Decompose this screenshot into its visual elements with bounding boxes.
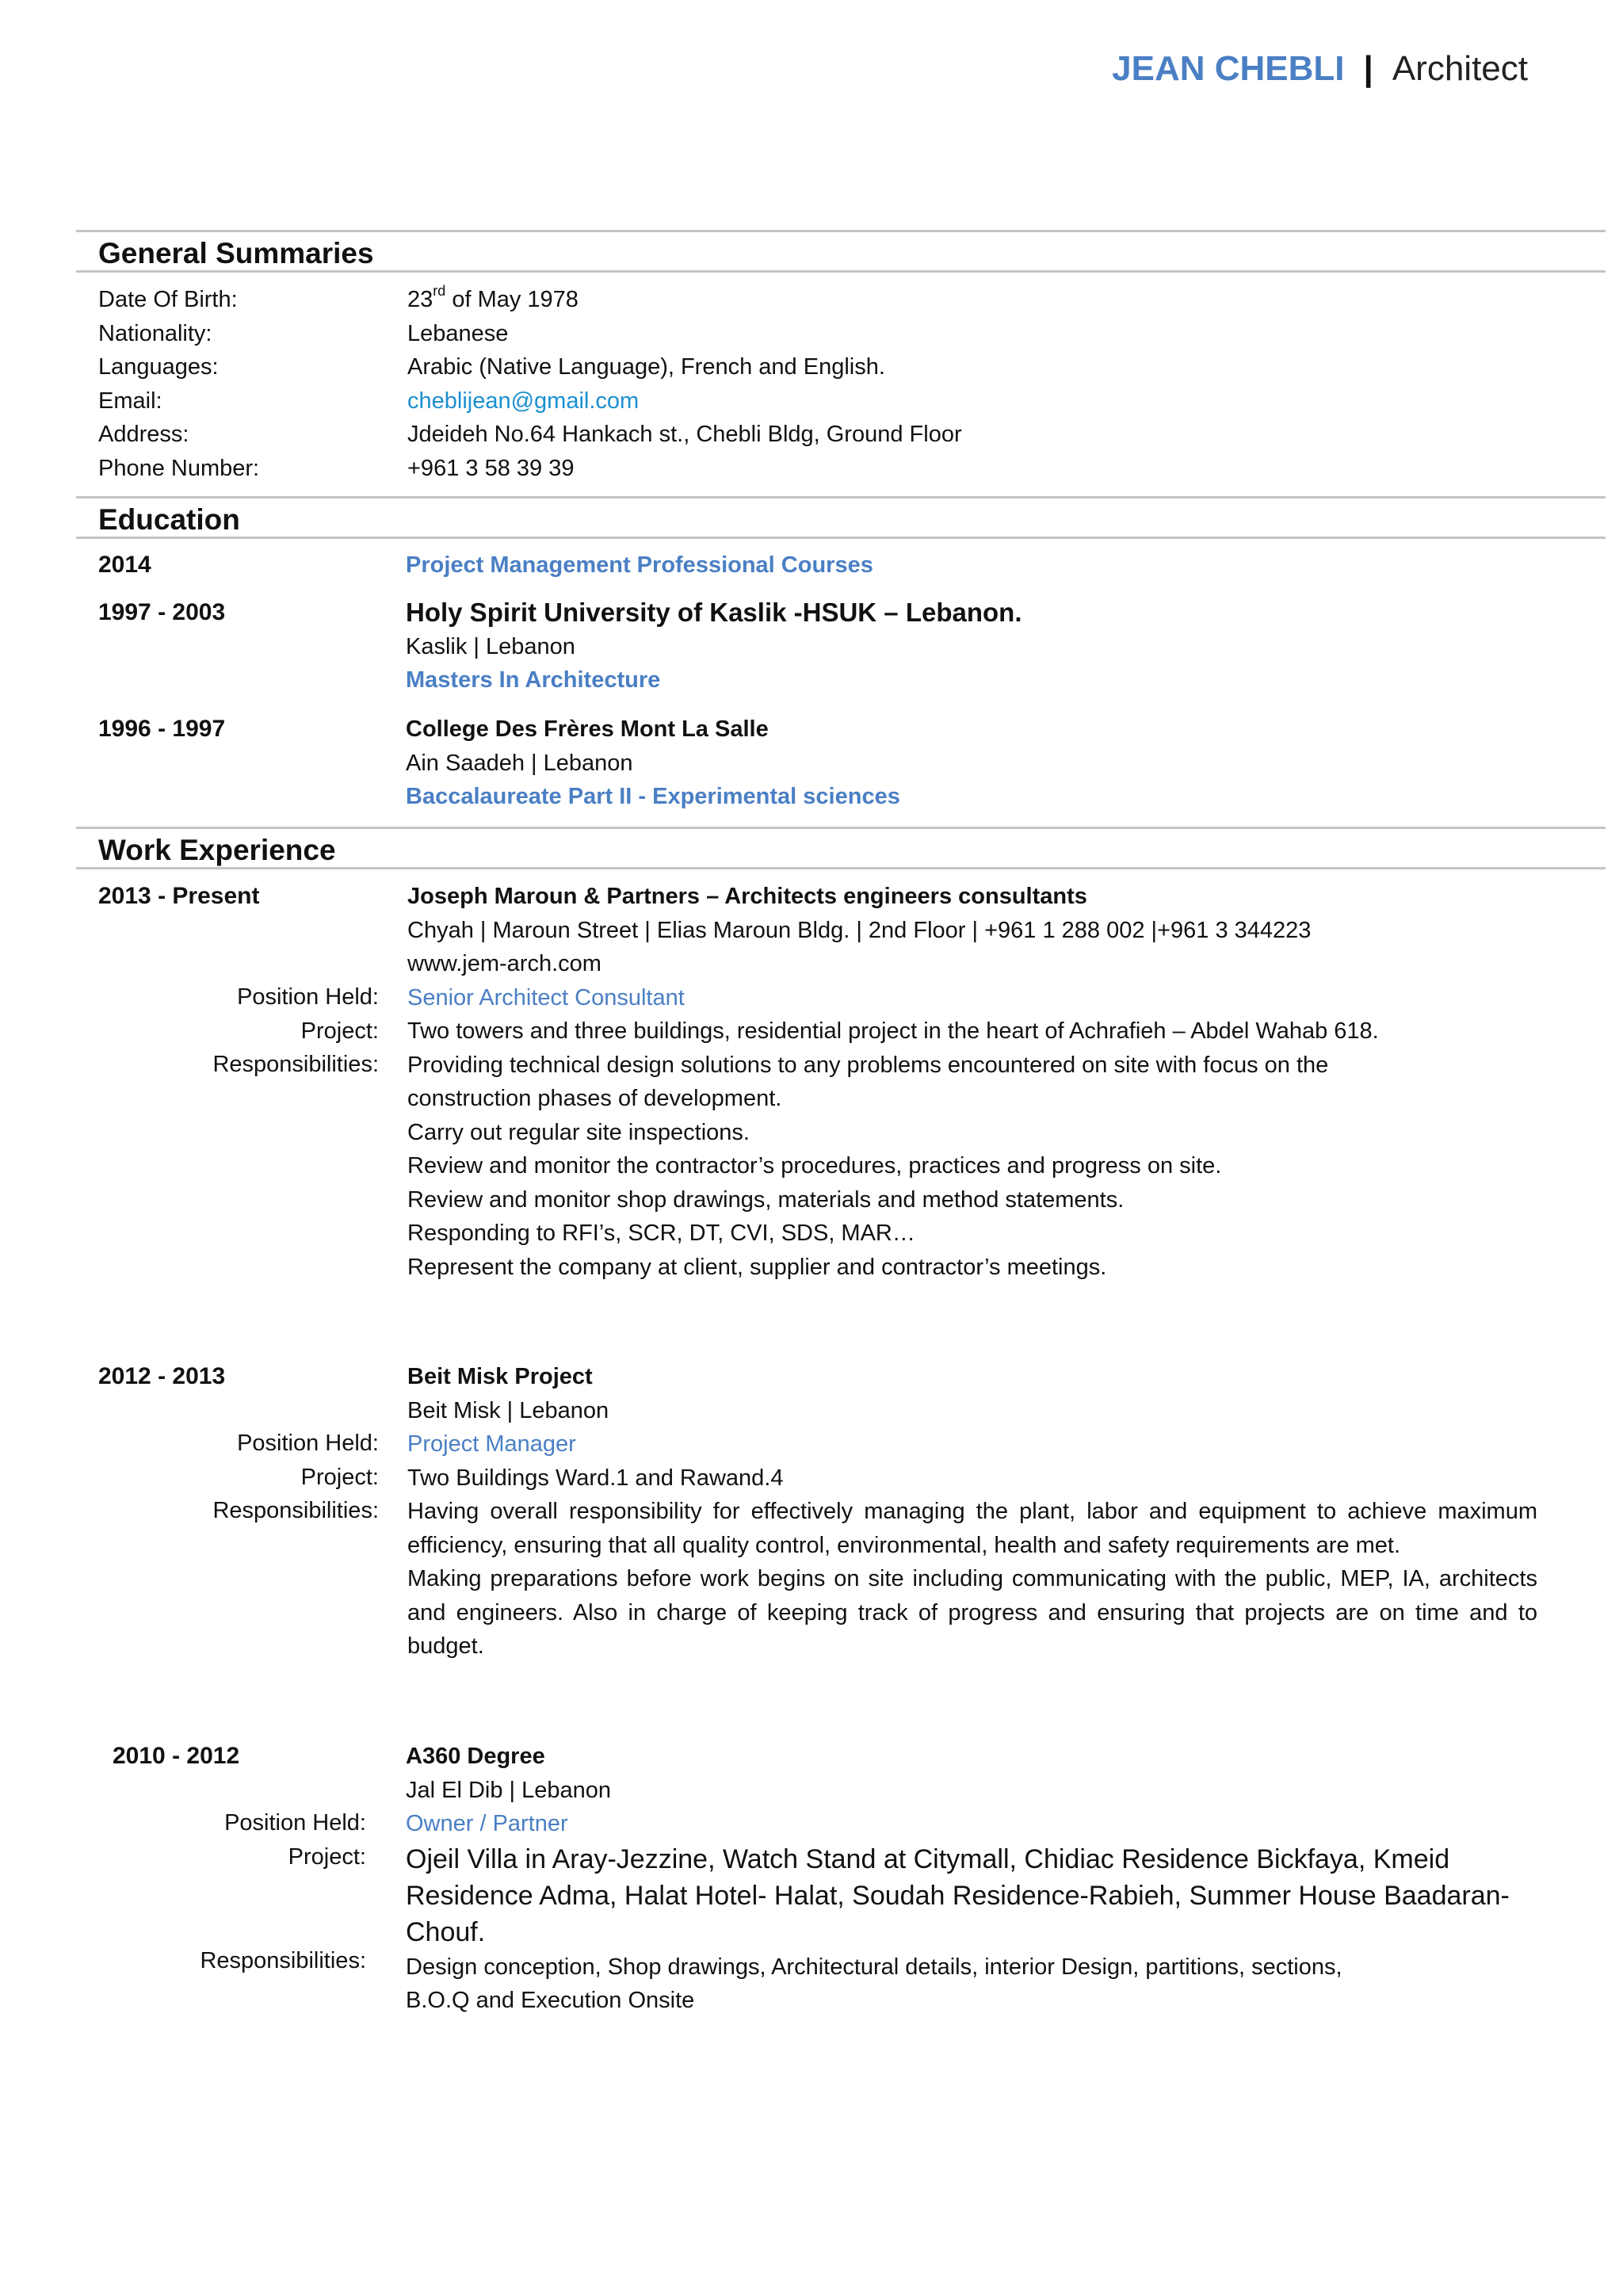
- job-entry: [407, 1360, 1537, 1664]
- job-labels: [143, 980, 379, 1082]
- candidate-name: JEAN CHEBLI: [1112, 49, 1345, 88]
- summary-label: Phone Number:: [98, 455, 260, 481]
- job-labels: [143, 1427, 379, 1528]
- company-location: Jal El Dib | Lebanon: [406, 1777, 612, 1803]
- school-name: Holy Spirit University of Kaslik -HSUK – Lebanon.: [406, 598, 1022, 627]
- job-date: 2010 - 2012: [113, 1743, 240, 1769]
- responsibility-line: construction phases of development.: [407, 1086, 782, 1111]
- summary-label: Date Of Birth:: [98, 287, 238, 312]
- summary-label: Nationality:: [98, 320, 212, 346]
- job-labels: [127, 1944, 366, 1978]
- project-label: Project:: [300, 1018, 379, 1044]
- summary-row-dob: [98, 283, 1588, 317]
- responsibility-line: Design conception, Shop drawings, Architectural details, interior Design, partitions, sections,: [406, 1954, 1342, 1980]
- school-location: Kaslik | Lebanon: [406, 633, 575, 659]
- job-entry: [407, 880, 1596, 1284]
- responsibility-line: Review and monitor the contractor’s procedures, practices and progress on site.: [407, 1153, 1222, 1179]
- company-address: Chyah | Maroun Street | Elias Maroun Bldg. | 2nd Floor | +961 1 288 002 |+961 3 344223: [407, 917, 1312, 943]
- company-website[interactable]: www.jem-arch.com: [407, 951, 601, 976]
- summary-value-dob: 23rd of May 1978: [407, 283, 579, 312]
- job-labels: [127, 1806, 366, 1874]
- summary-value: Arabic (Native Language), French and English.: [407, 354, 885, 380]
- position-value: Senior Architect Consultant: [407, 984, 685, 1010]
- project-value: Two Buildings Ward.1 and Rawand.4: [407, 1465, 784, 1491]
- degree-name: Baccalaureate Part II - Experimental sciences: [406, 784, 900, 809]
- summary-row-email: [98, 384, 1588, 418]
- summary-row-address: [98, 418, 1588, 452]
- responsibility-line: Providing technical design solutions to any problems encountered on site with focus on the: [407, 1052, 1329, 1078]
- summary-row-nationality: [98, 317, 1588, 351]
- degree-name: Project Management Professional Courses: [406, 552, 873, 578]
- responsibilities-label: Responsibilities:: [212, 1498, 379, 1523]
- job-date: 2012 - 2013: [98, 1363, 226, 1389]
- project-label: Project:: [288, 1843, 366, 1870]
- project-value: Ojeil Villa in Aray-Jezzine, Watch Stand at Citymall, Chidiac Residence Bickfaya, Kmeid Residence Adma, Halat Hotel- Halat, Soudah Residence-Rabieh, Summer House Baadaran-Chouf.: [406, 1843, 1510, 1947]
- responsibilities-label: Responsibilities:: [200, 1948, 366, 1973]
- responsibility-line: Responding to RFI’s, SCR, DT, CVI, SDS, MAR…: [407, 1221, 915, 1246]
- school-location: Ain Saadeh | Lebanon: [406, 750, 633, 776]
- position-label: Position Held:: [237, 984, 379, 1010]
- candidate-title: Architect: [1392, 49, 1528, 88]
- email-link[interactable]: cheblijean@gmail.com: [407, 388, 640, 414]
- position-value: Project Manager: [407, 1431, 576, 1457]
- degree-name: Masters In Architecture: [406, 667, 661, 693]
- section-heading-education: Education: [76, 496, 1606, 539]
- section-heading-work: Work Experience: [76, 827, 1606, 869]
- project-value: Two towers and three buildings, residential project in the heart of Achrafieh – Abdel Wahab 618.: [407, 1018, 1379, 1044]
- responsibility-paragraph: Making preparations before work begins on site including communicating with the public, MEP, IA, architects and engineers. Also in charge of keeping track of progress and ensuring that projects are on time and to budget.: [407, 1566, 1537, 1659]
- header-separator: |: [1363, 49, 1373, 88]
- education-date: 2014: [98, 552, 151, 578]
- responsibility-line: B.O.Q and Execution Onsite: [406, 1988, 695, 2013]
- summary-label: Languages:: [98, 354, 219, 380]
- company-name: Joseph Maroun & Partners – Architects engineers consultants: [407, 884, 1087, 909]
- summary-label: Address:: [98, 422, 189, 447]
- summary-label: Email:: [98, 388, 162, 414]
- responsibility-line: Represent the company at client, supplier and contractor’s meetings.: [407, 1254, 1107, 1280]
- responsibility-line: Carry out regular site inspections.: [407, 1119, 750, 1145]
- summary-row-languages: [98, 350, 1588, 384]
- summary-value: Lebanese: [407, 320, 509, 346]
- summary-row-phone: [98, 452, 1588, 486]
- company-name: A360 Degree: [406, 1744, 545, 1769]
- responsibilities-label: Responsibilities:: [212, 1052, 379, 1077]
- education-date: 1996 - 1997: [98, 716, 226, 742]
- project-label: Project:: [300, 1464, 379, 1490]
- education-item: [406, 548, 1594, 583]
- general-summary-list: [98, 283, 1588, 485]
- responsibility-paragraph: Having overall responsibility for effectively managing the plant, labor and equipment to achieve maximum efficiency, ensuring that all quality control, environmental, health and safety requirements are met.: [407, 1499, 1537, 1558]
- education-item: [406, 712, 1594, 814]
- education-date: 1997 - 2003: [98, 599, 226, 625]
- school-name: College Des Frères Mont La Salle: [406, 716, 769, 742]
- company-location: Beit Misk | Lebanon: [407, 1397, 609, 1423]
- education-item: [406, 596, 1594, 697]
- job-entry: [406, 1740, 1515, 2018]
- resume-header: [1112, 49, 1528, 89]
- section-heading-general: General Summaries: [76, 230, 1606, 273]
- job-date: 2013 - Present: [98, 883, 260, 909]
- position-label: Position Held:: [237, 1431, 379, 1456]
- company-name: Beit Misk Project: [407, 1364, 593, 1389]
- summary-value: Jdeideh No.64 Hankach st., Chebli Bldg, Ground Floor: [407, 422, 962, 447]
- position-value: Owner / Partner: [406, 1811, 568, 1836]
- responsibility-line: Review and monitor shop drawings, materials and method statements.: [407, 1186, 1125, 1213]
- summary-value: +961 3 58 39 39: [407, 455, 575, 481]
- position-label: Position Held:: [224, 1810, 366, 1836]
